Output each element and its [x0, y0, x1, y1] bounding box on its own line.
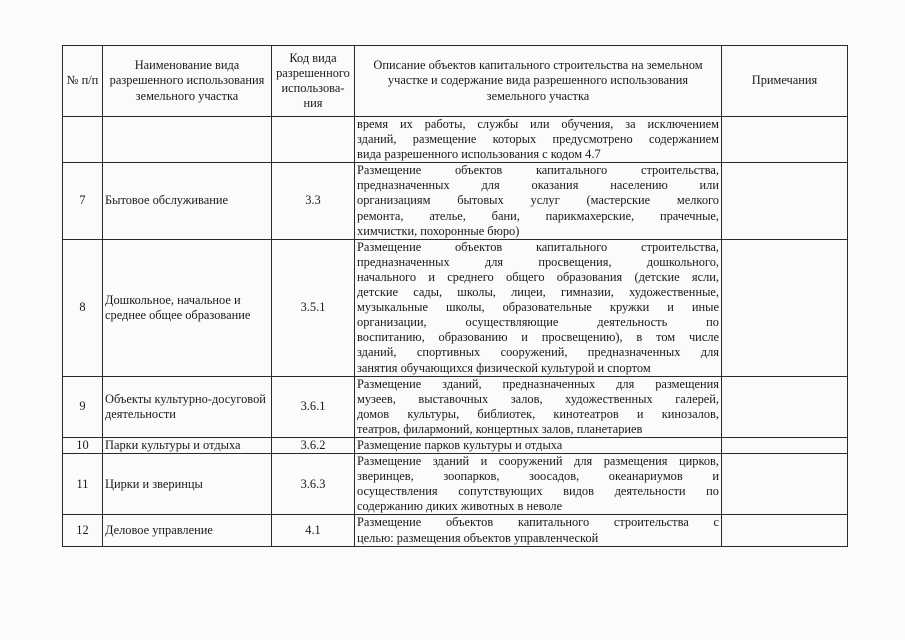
row-use-code: 3.6.2	[272, 437, 355, 453]
row-use-name: Цирки и зверинцы	[103, 454, 272, 515]
row-number: 11	[63, 454, 103, 515]
row-description	[355, 515, 722, 546]
description-line: предназначенных для оказания населению или	[357, 178, 719, 193]
row-use-name	[103, 117, 272, 163]
description-line: зданий, размещение которых предусмотрено содержанием	[357, 132, 719, 147]
table-row	[63, 163, 848, 239]
description-line: театров, филармоний, концертных залов, планетариев	[357, 421, 643, 436]
description-line: музыкальные школы, образовательные кружки и иные	[357, 300, 719, 315]
row-use-code: 4.1	[272, 515, 355, 546]
description-line: зданий, спортивных сооружений, предназначенных для	[357, 345, 719, 360]
row-note	[722, 376, 848, 437]
row-description	[355, 454, 722, 515]
description-line: детские сады, школы, лицеи, гимназии, художественные,	[357, 285, 719, 300]
description-line: содержанию диких животных в неволе	[357, 499, 563, 514]
header-desc: Описание объектов капитального строительства на земельном участке и содержание вида разрешенного использования земельного участка	[355, 46, 722, 117]
row-use-code: 3.6.1	[272, 376, 355, 437]
row-use-name: Дошкольное, начальное и среднее общее образование	[103, 239, 272, 376]
description-line: Размещение зданий и сооружений для размещения цирков,	[357, 454, 719, 469]
row-description	[355, 117, 722, 163]
land-use-table	[62, 45, 848, 547]
row-use-name: Парки культуры и отдыха	[103, 437, 272, 453]
header-num: № п/п	[63, 46, 103, 117]
row-use-code	[272, 117, 355, 163]
row-note	[722, 239, 848, 376]
description-line: занятия обучающихся физической культурой и спортом	[357, 360, 651, 375]
description-line: Размещение зданий, предназначенных для размещения	[357, 376, 719, 391]
description-line: организациям бытовых услуг (мастерские мелкого	[357, 193, 719, 208]
description-line: Размещение парков культуры и отдыха	[357, 437, 563, 452]
row-note	[722, 515, 848, 546]
row-note	[722, 437, 848, 453]
row-note	[722, 454, 848, 515]
row-use-code: 3.6.3	[272, 454, 355, 515]
header-name: Наименование вида разрешенного использования земельного участка	[103, 46, 272, 117]
description-line: Размещение объектов капитального строительства с	[357, 515, 719, 530]
description-line: ремонта, ателье, бани, парикмахерские, прачечные,	[357, 208, 719, 223]
row-description	[355, 239, 722, 376]
description-line: время их работы, службы или обучения, за исключением	[357, 117, 719, 131]
row-use-code: 3.5.1	[272, 239, 355, 376]
row-description	[355, 163, 722, 239]
description-line: Размещение объектов капитального строительства,	[357, 239, 719, 254]
header-note: Примечания	[722, 46, 848, 117]
row-number: 7	[63, 163, 103, 239]
table-header-row	[63, 46, 848, 117]
description-line: воспитанию, образованию и просвещению), в том числе	[357, 330, 719, 345]
row-use-name: Деловое управление	[103, 515, 272, 546]
row-number: 10	[63, 437, 103, 453]
description-line: музеев, выставочных залов, художественных галерей,	[357, 391, 719, 406]
header-code: Код вида разрешенного использова-ния	[272, 46, 355, 117]
row-use-name: Бытовое обслуживание	[103, 163, 272, 239]
description-line: химчистки, похоронные бюро)	[357, 223, 520, 238]
row-use-name: Объекты культурно-досуговой деятельности	[103, 376, 272, 437]
row-number: 8	[63, 239, 103, 376]
description-line: начального и среднего общего образования (детские ясли,	[357, 269, 719, 284]
row-description	[355, 376, 722, 437]
description-line: организации, осуществляющие деятельность по	[357, 315, 719, 330]
row-note	[722, 163, 848, 239]
row-description	[355, 437, 722, 453]
description-line: зверинцев, зоопарков, зоосадов, океанариумов и	[357, 469, 719, 484]
row-use-code: 3.3	[272, 163, 355, 239]
description-line: Размещение объектов капитального строительства,	[357, 163, 719, 178]
description-line: домов культуры, библиотек, кинотеатров и кинозалов,	[357, 406, 719, 421]
description-line: предназначенных для просвещения, дошкольного,	[357, 254, 719, 269]
row-number: 9	[63, 376, 103, 437]
table-row	[63, 239, 848, 376]
description-line: осуществления сопутствующих видов деятельности по	[357, 484, 719, 499]
table-body	[63, 117, 848, 547]
description-line: целью: размещения объектов управленческой	[357, 530, 599, 545]
table-row	[63, 515, 848, 546]
row-number: 12	[63, 515, 103, 546]
table-row	[63, 117, 848, 163]
table-row	[63, 454, 848, 515]
table-row	[63, 437, 848, 453]
row-note	[722, 117, 848, 163]
table-row	[63, 376, 848, 437]
row-number	[63, 117, 103, 163]
description-line: вида разрешенного использования с кодом 4.7	[357, 147, 601, 162]
